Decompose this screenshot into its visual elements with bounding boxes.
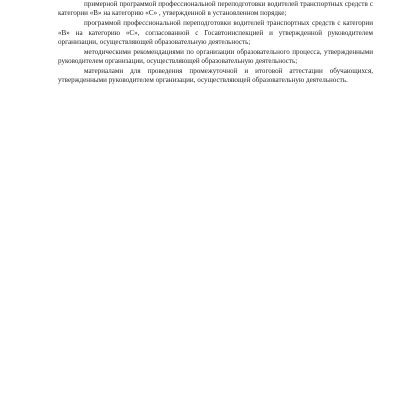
paragraph-methodical-recommendations: методическими рекомендациями по организации образовательного процесса, утвержденными руководителем организации, осуществляющей образовательную деятельность;: [58, 47, 373, 65]
document-body: [58, 0, 373, 86]
paragraph-attestation-materials: материалами для проведения промежуточной и итоговой аттестации обучающихся, утвержденными руководителем организации, осуществляющей образовательную деятельность.: [58, 67, 373, 85]
paragraph-retraining-program: программой профессиональной переподготовки водителей транспортных средств с категории «В» на категорию «С», согласованной с Госавтоинспекцией и утвержденной руководителем организации, осуществляющей образовательную деятельность;: [58, 19, 373, 46]
paragraph-exemplary-program: примерной программой профессиональной переподготовки водителей транспортных средств с категории «В» на категорию «С» , утвержденной в установленном порядке;: [58, 0, 373, 18]
